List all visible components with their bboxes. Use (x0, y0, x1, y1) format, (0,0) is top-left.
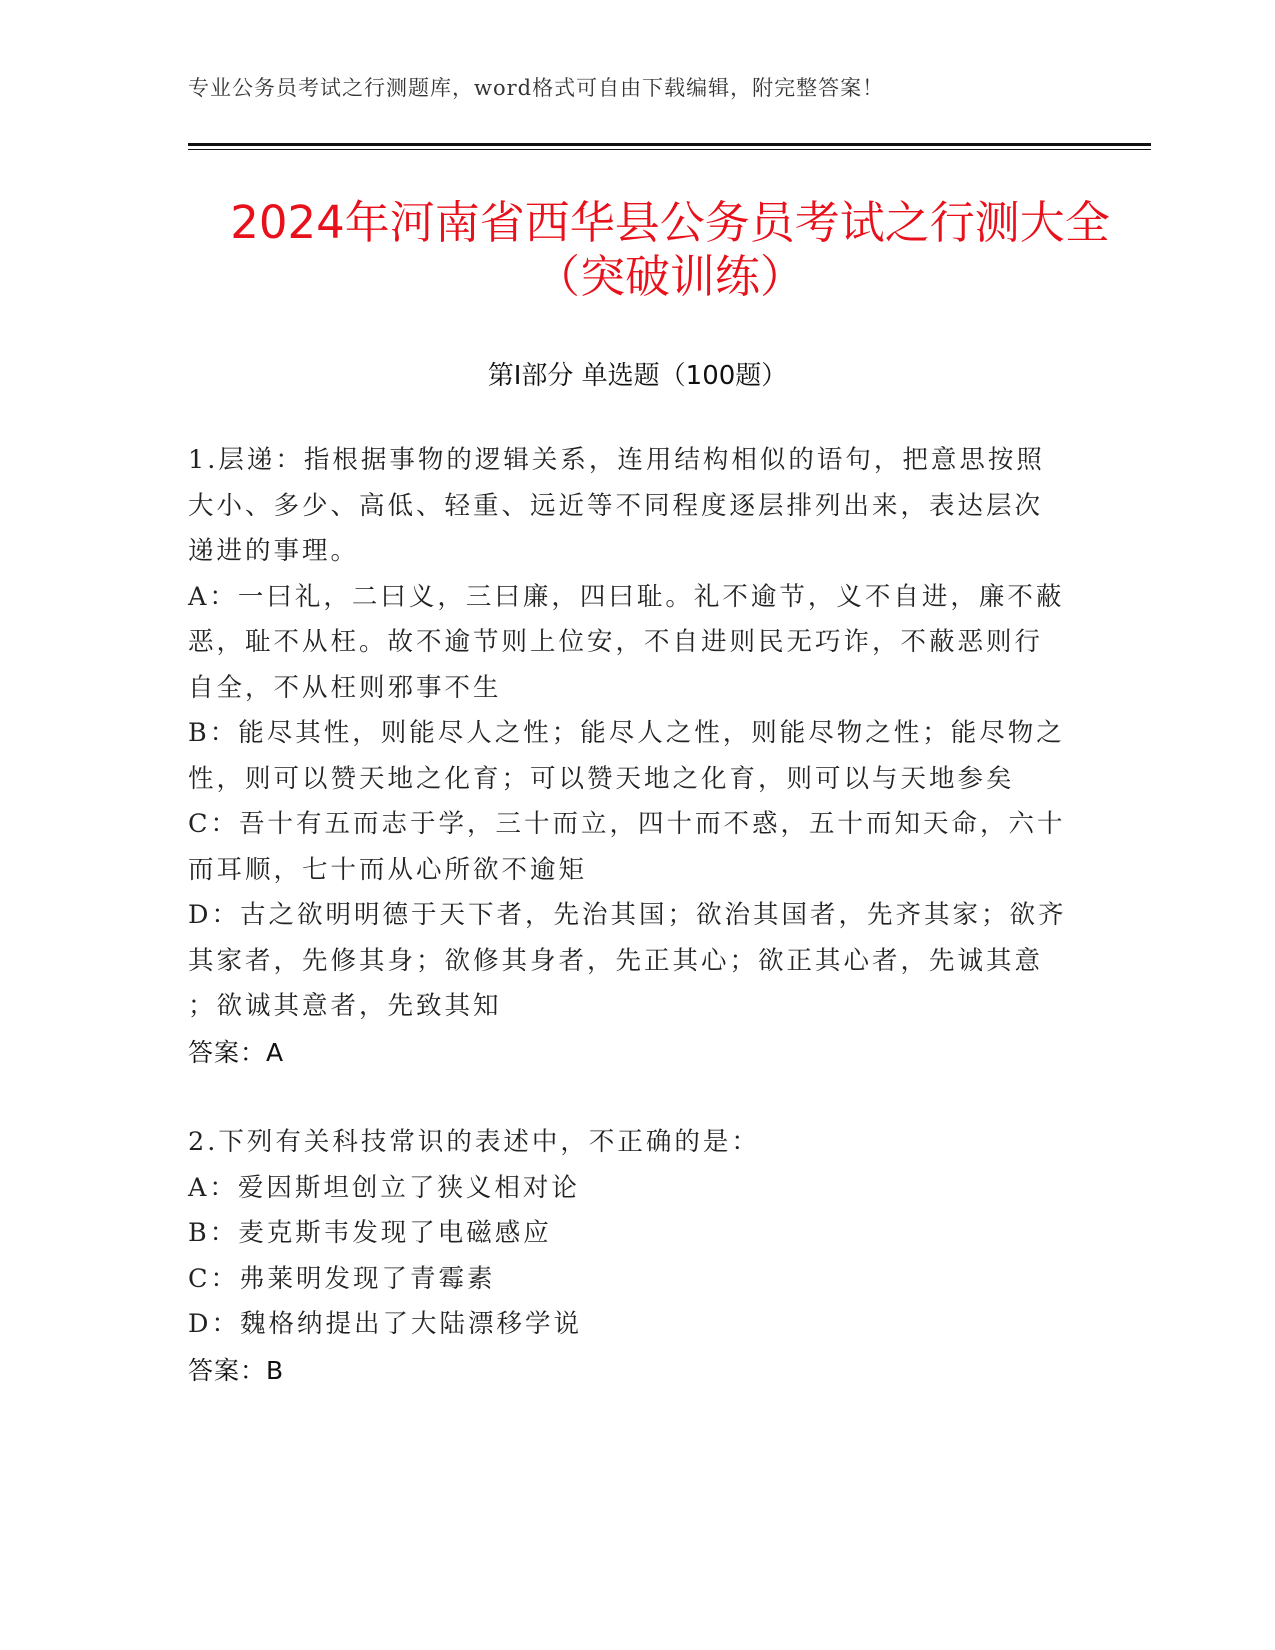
answer-label: 答案：A (188, 1037, 285, 1067)
option-line: 性，则可以赞天地之化育；可以赞天地之化育，则可以与天地参矣 (188, 763, 1015, 794)
option-line: A：爱因斯坦创立了狭义相对论 (188, 1172, 580, 1203)
header-rule-thick (188, 143, 1151, 146)
question-1 (188, 438, 1068, 1075)
option-line: 恶，耻不从枉。故不逾节则上位安，不自进则民无巧诈，不蔽恶则行 (188, 627, 1044, 657)
option-line: ；欲诚其意者，先致其知 (188, 991, 502, 1021)
question-stem-line: 2.下列有关科技常识的表述中，不正确的是： (188, 1127, 760, 1157)
header-rule-thin (188, 149, 1151, 150)
option-line: B：麦克斯韦发现了电磁感应 (188, 1218, 552, 1248)
question-stem-line: 大小、多少、高低、轻重、远近等不同程度逐层排列出来，表达层次 (188, 490, 1044, 521)
header-note: 专业公务员考试之行测题库，word格式可自由下载编辑，附完整答案！ (188, 76, 885, 100)
section-heading: 第Ⅰ部分 单选题（100题） (487, 361, 788, 391)
document-title (150, 196, 1190, 304)
option-line: D：古之欲明明德于天下者，先治其国；欲治其国者，先齐其家；欲齐 (188, 900, 1067, 930)
option-line: 其家者，先修其身；欲修其身者，先正其心；欲正其心者，先诚其意 (188, 945, 1044, 976)
option-line: C：弗莱明发现了青霉素 (188, 1263, 496, 1294)
title-line-1: 2024年河南省西华县公务员考试之行测大全 (230, 196, 1110, 249)
option-line: D：魏格纳提出了大陆漂移学说 (188, 1309, 582, 1339)
option-line: A：一曰礼，二曰义，三曰廉，四曰耻。礼不逾节，义不自进，廉不蔽 (188, 581, 1065, 612)
answer-label: 答案：B (188, 1355, 285, 1385)
question-stem-line: 1.层递：指根据事物的逻辑关系，连用结构相似的语句，把意思按照 (188, 445, 1045, 475)
option-line: B：能尽其性，则能尽人之性；能尽人之性，则能尽物之性；能尽物之 (188, 718, 1065, 748)
option-line: 自全，不从枉则邪事不生 (188, 672, 502, 703)
title-line-2: （突破训练） (534, 250, 805, 303)
question-2 (188, 1120, 1068, 1393)
option-line: C：吾十有五而志于学，三十而立，四十而不惑，五十而知天命，六十 (188, 809, 1066, 839)
option-line: 而耳顺，七十而从心所欲不逾矩 (188, 854, 588, 885)
question-stem-line: 递进的事理。 (188, 536, 360, 566)
